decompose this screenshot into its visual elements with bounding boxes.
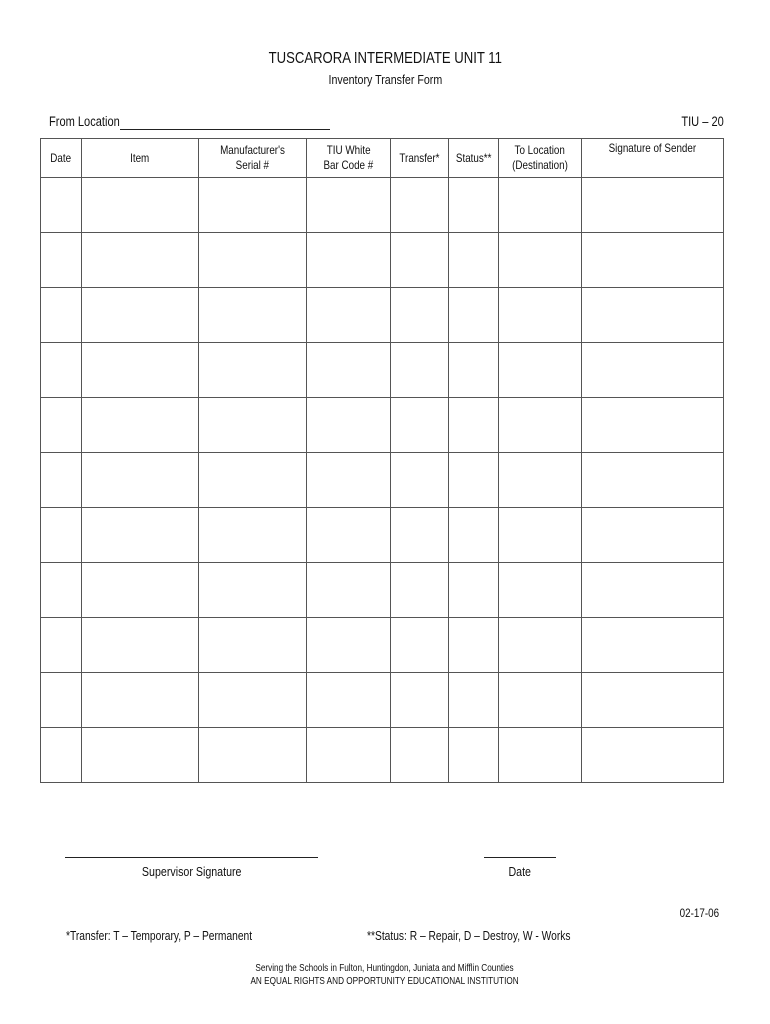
table-cell-transfer[interactable] xyxy=(391,453,449,508)
table-cell-date[interactable] xyxy=(41,343,82,398)
table-cell-date[interactable] xyxy=(41,563,82,618)
table-cell-date[interactable] xyxy=(41,673,82,728)
table-cell-date[interactable] xyxy=(41,178,82,233)
column-header-destination-line1: To Location xyxy=(514,143,566,157)
table-cell-date[interactable] xyxy=(41,508,82,563)
table-cell-status[interactable] xyxy=(449,673,499,728)
table-cell-serial[interactable] xyxy=(199,178,307,233)
table-cell-barcode[interactable] xyxy=(307,178,391,233)
column-header-signature-text: Signature of Sender xyxy=(608,141,697,155)
table-header-row xyxy=(41,139,724,178)
table-cell-signature[interactable] xyxy=(582,673,724,728)
table-cell-status[interactable] xyxy=(449,343,499,398)
table-cell-item[interactable] xyxy=(82,233,199,288)
table-cell-serial[interactable] xyxy=(199,453,307,508)
column-header-destination-line2: (Destination) xyxy=(512,158,568,172)
table-cell-transfer[interactable] xyxy=(391,728,449,783)
revision-date xyxy=(671,906,719,920)
table-row xyxy=(41,563,724,618)
revision-date-text: 02-17-06 xyxy=(679,906,719,920)
table-cell-barcode[interactable] xyxy=(307,398,391,453)
table-cell-item[interactable] xyxy=(82,178,199,233)
table-cell-item[interactable] xyxy=(82,398,199,453)
table-cell-destination[interactable] xyxy=(499,288,582,343)
transfer-legend-text: *Transfer: T – Temporary, P – Permanent xyxy=(66,929,253,943)
table-cell-serial[interactable] xyxy=(199,343,307,398)
table-cell-transfer[interactable] xyxy=(391,673,449,728)
from-location-field[interactable] xyxy=(120,129,330,130)
table-row xyxy=(41,288,724,343)
transfer-legend xyxy=(66,929,293,943)
table-cell-serial[interactable] xyxy=(199,398,307,453)
column-header-barcode-line2: Bar Code # xyxy=(323,158,374,172)
table-row xyxy=(41,178,724,233)
table-cell-status[interactable] xyxy=(449,288,499,343)
table-row xyxy=(41,398,724,453)
column-header-item-text: Item xyxy=(130,150,150,165)
column-header-serial-line2: Serial # xyxy=(235,158,270,172)
footer-equal-opportunity-line xyxy=(0,976,770,987)
table-cell-transfer[interactable] xyxy=(391,343,449,398)
table-cell-destination[interactable] xyxy=(499,343,582,398)
table-cell-item[interactable] xyxy=(82,618,199,673)
date-signature-line[interactable] xyxy=(484,857,556,858)
table-cell-item[interactable] xyxy=(82,453,199,508)
table-row xyxy=(41,618,724,673)
table-row xyxy=(41,453,724,508)
column-header-signature xyxy=(582,139,724,178)
table-cell-destination[interactable] xyxy=(499,178,582,233)
table-cell-barcode[interactable] xyxy=(307,673,391,728)
table-cell-barcode[interactable] xyxy=(307,508,391,563)
table-cell-date[interactable] xyxy=(41,618,82,673)
supervisor-signature-label xyxy=(65,864,318,879)
table-cell-destination[interactable] xyxy=(499,453,582,508)
table-cell-barcode[interactable] xyxy=(307,618,391,673)
table-cell-destination[interactable] xyxy=(499,233,582,288)
footer-service-text: Serving the Schools in Fulton, Huntingdon, Juniata and Mifflin Counties xyxy=(255,963,515,974)
date-label-text: Date xyxy=(508,864,532,879)
table-cell-item[interactable] xyxy=(82,343,199,398)
table-cell-date[interactable] xyxy=(41,288,82,343)
footer-equal-opportunity-text: AN EQUAL RIGHTS AND OPPORTUNITY EDUCATIONAL INSTITUTION xyxy=(250,976,520,987)
table-cell-signature[interactable] xyxy=(582,618,724,673)
form-title-text: TUSCARORA INTERMEDIATE UNIT 11 xyxy=(268,50,502,67)
table-cell-status[interactable] xyxy=(449,563,499,618)
column-header-status xyxy=(449,139,499,178)
table-row xyxy=(41,233,724,288)
table-cell-signature[interactable] xyxy=(582,508,724,563)
column-header-barcode-line1: TIU White xyxy=(326,143,371,157)
table-cell-transfer[interactable] xyxy=(391,288,449,343)
status-legend-text: **Status: R – Repair, D – Destroy, W - Works xyxy=(367,929,571,943)
table-cell-item[interactable] xyxy=(82,728,199,783)
table-body xyxy=(41,178,724,783)
table-cell-status[interactable] xyxy=(449,453,499,508)
table-cell-destination[interactable] xyxy=(499,673,582,728)
table-cell-item[interactable] xyxy=(82,563,199,618)
table-cell-status[interactable] xyxy=(449,618,499,673)
table-cell-serial[interactable] xyxy=(199,728,307,783)
table-cell-barcode[interactable] xyxy=(307,288,391,343)
table-cell-destination[interactable] xyxy=(499,563,582,618)
table-row xyxy=(41,673,724,728)
table-cell-date[interactable] xyxy=(41,728,82,783)
column-header-barcode xyxy=(307,139,391,178)
from-location-label-text: From Location xyxy=(49,114,120,129)
form-subtitle-text: Inventory Transfer Form xyxy=(328,72,442,87)
supervisor-signature-label-text: Supervisor Signature xyxy=(141,864,242,879)
table-cell-serial[interactable] xyxy=(199,563,307,618)
column-header-destination xyxy=(499,139,582,178)
form-subtitle xyxy=(0,72,770,87)
table-cell-item[interactable] xyxy=(82,288,199,343)
form-title xyxy=(0,50,770,68)
table-cell-transfer[interactable] xyxy=(391,618,449,673)
column-header-status-text: Status** xyxy=(455,150,492,165)
table-row xyxy=(41,508,724,563)
table-cell-serial[interactable] xyxy=(199,288,307,343)
table-row xyxy=(41,343,724,398)
supervisor-signature-line[interactable] xyxy=(65,857,318,858)
table-cell-status[interactable] xyxy=(449,728,499,783)
table-cell-transfer[interactable] xyxy=(391,398,449,453)
column-header-serial-line1: Manufacturer's xyxy=(220,143,285,157)
table-cell-barcode[interactable] xyxy=(307,233,391,288)
column-header-date-text: Date xyxy=(50,150,72,165)
table-cell-signature[interactable] xyxy=(582,343,724,398)
table-cell-barcode[interactable] xyxy=(307,453,391,508)
form-code xyxy=(672,114,724,129)
table-cell-signature[interactable] xyxy=(582,728,724,783)
table-cell-serial[interactable] xyxy=(199,508,307,563)
table-cell-transfer[interactable] xyxy=(391,233,449,288)
table-cell-signature[interactable] xyxy=(582,288,724,343)
table-cell-date[interactable] xyxy=(41,233,82,288)
table-cell-status[interactable] xyxy=(449,508,499,563)
table-cell-item[interactable] xyxy=(82,673,199,728)
table-cell-signature[interactable] xyxy=(582,398,724,453)
from-location-label xyxy=(49,114,135,129)
table-cell-destination[interactable] xyxy=(499,618,582,673)
table-cell-signature[interactable] xyxy=(582,178,724,233)
column-header-serial xyxy=(199,139,307,178)
table-cell-barcode[interactable] xyxy=(307,728,391,783)
transfer-table xyxy=(40,138,724,783)
table-cell-date[interactable] xyxy=(41,453,82,508)
table-cell-signature[interactable] xyxy=(582,453,724,508)
column-header-transfer xyxy=(391,139,449,178)
table-cell-signature[interactable] xyxy=(582,563,724,618)
table-cell-signature[interactable] xyxy=(582,233,724,288)
table-cell-status[interactable] xyxy=(449,233,499,288)
table-cell-barcode[interactable] xyxy=(307,563,391,618)
table-row xyxy=(41,728,724,783)
status-legend xyxy=(367,929,615,943)
footer-service-line xyxy=(0,963,770,974)
table-cell-serial[interactable] xyxy=(199,233,307,288)
table-cell-status[interactable] xyxy=(449,178,499,233)
table-cell-destination[interactable] xyxy=(499,398,582,453)
date-label xyxy=(484,864,556,879)
table-cell-transfer[interactable] xyxy=(391,508,449,563)
column-header-date xyxy=(41,139,82,178)
form-code-text: TIU – 20 xyxy=(681,114,724,129)
table-cell-item[interactable] xyxy=(82,508,199,563)
table-cell-transfer[interactable] xyxy=(391,563,449,618)
table-cell-destination[interactable] xyxy=(499,728,582,783)
column-header-transfer-text: Transfer* xyxy=(399,150,440,165)
table-cell-serial[interactable] xyxy=(199,673,307,728)
table-cell-barcode[interactable] xyxy=(307,343,391,398)
table-cell-date[interactable] xyxy=(41,398,82,453)
table-cell-transfer[interactable] xyxy=(391,178,449,233)
table-cell-serial[interactable] xyxy=(199,618,307,673)
table-cell-destination[interactable] xyxy=(499,508,582,563)
table-cell-status[interactable] xyxy=(449,398,499,453)
column-header-item xyxy=(82,139,199,178)
